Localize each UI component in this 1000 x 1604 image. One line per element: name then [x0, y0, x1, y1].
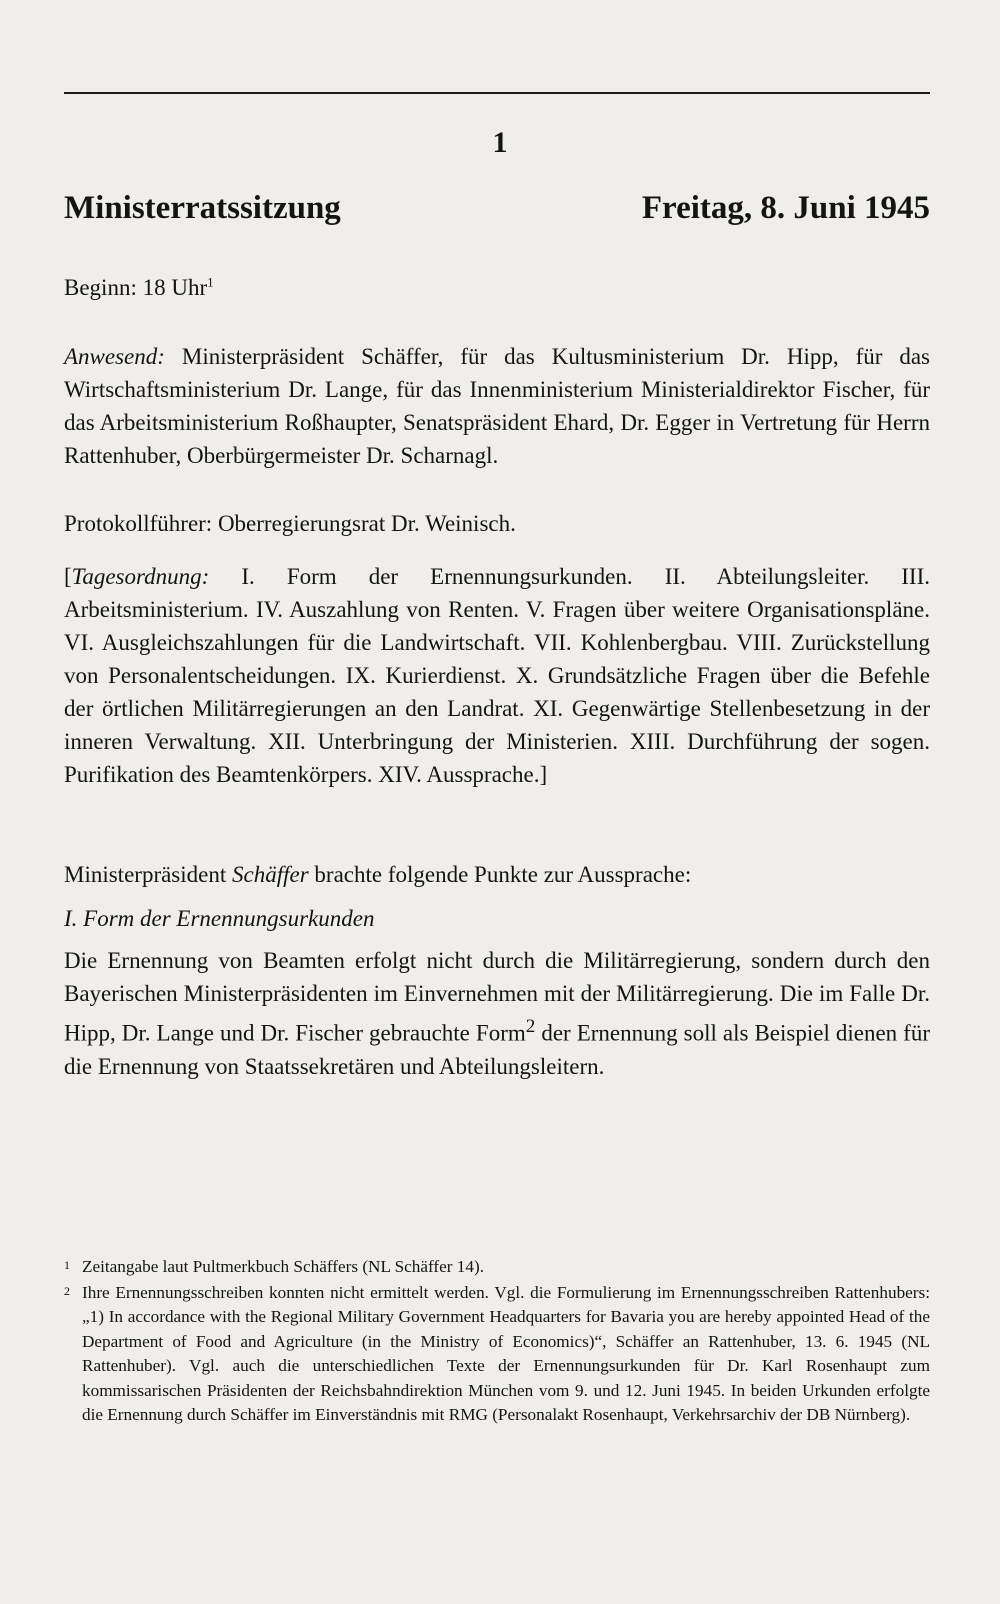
start-time [64, 275, 214, 301]
meeting-title: Ministerratssitzung [64, 190, 341, 226]
intro-after: brachte folgende Punkte zur Aussprache: [314, 862, 692, 887]
recorder-line: Protokollführer: Oberregierungsrat Dr. Weinisch. [64, 511, 516, 536]
intro-line [64, 858, 930, 891]
title-row [64, 190, 930, 227]
intro-before: Ministerpräsident [64, 862, 227, 887]
footnotes [64, 1255, 930, 1429]
attendees-text: Ministerpräsident Schäffer, für das Kultusministerium Dr. Hipp, für das Wirtschaftsministerium Dr. Lange, für das Innenministerium Ministerialdirektor Fischer, für das Arbeitsministerium Roßhaupter, Senatspräsident Ehard, Dr. Egger in Vertretung für Herrn Rattenhuber, Oberbürgermeister Dr. Scharnagl. [64, 344, 930, 468]
start-time-text: Beginn: 18 Uhr [64, 275, 208, 300]
header-rule [64, 92, 930, 94]
meeting-date: Freitag, 8. Juni 1945 [641, 190, 930, 226]
footnote-text: Zeitangabe laut Pultmerkbuch Schäffers (NL Schäffer 14). [82, 1257, 485, 1276]
section-heading: I. Form der Ernennungsurkunden [64, 906, 375, 931]
attendees-paragraph [64, 340, 930, 472]
agenda-paragraph [64, 560, 930, 791]
footnote-number: 2 [64, 1283, 70, 1298]
attendees-label: Anwesend: [64, 344, 165, 369]
agenda-label: Tagesordnung: [71, 564, 210, 589]
section-text-a: Die Ernennung von Beamten erfolgt nicht durch die Militärregierung, sondern durch den Bayerischen Ministerpräsidenten im Einvernehmen mit der Militärregierung. Die im Falle Dr. Hipp, Dr. Lange und Dr. Fischer gebrauchte Form [64, 948, 930, 1046]
intro-name: Schäffer [232, 862, 309, 887]
section-paragraph [64, 944, 930, 1083]
footnote-ref-2: 2 [525, 1016, 536, 1037]
footnote [64, 1255, 930, 1280]
footnote-number: 1 [64, 1258, 70, 1272]
document-number: 1 [492, 126, 508, 159]
footnote-ref-1: 1 [207, 274, 214, 290]
footnote-text: Ihre Ernennungsschreiben konnten nicht ermittelt werden. Vgl. die Formulierung im Ernennungsschreiben Rattenhubers: „1) In accordance with the Regional Military Government Headquarters for Bavaria you are hereby appointed Head of the Department of Food and Agriculture (in the Ministry of Economics)“, Schäffer an Rattenhuber, 13. 6. 1945 (NL Rattenhuber). Vgl. auch die unterschiedlichen Texte der Ernennungsurkunden für Dr. Karl Rosenhaupt zum kommissarischen Präsidenten der Reichsbahndirektion München vom 9. und 12. Juni 1945. In beiden Urkunden erfolgte die Ernennung durch Schäffer im Einverständnis mit RMG (Personalakt Rosenhaupt, Verkehrsarchiv der DB Nürnberg). [82, 1282, 930, 1424]
agenda-bracket: [ [64, 564, 72, 589]
agenda-text: I. Form der Ernennungsurkunden. II. Abteilungsleiter. III. Arbeitsministerium. IV. Auszahlung von Renten. V. Fragen über weitere Organisationspläne. VI. Ausgleichszahlungen für die Landwirtschaft. VII. Kohlenbergbau. VIII. Zurückstellung von Personalentscheidungen. IX. Kurierdienst. X. Grundsätzliche Fragen über die Befehle der örtlichen Militärregierungen an den Landrat. XI. Gegenwärtige Stellenbesetzung in der inneren Verwaltung. XII. Unterbringung der Ministerien. XIII. Durchführung der sogen. Purifikation des Beamtenkörpers. XIV. Aussprache.] [64, 564, 931, 787]
section-text-b: der Ernennung soll als Beispiel dienen für die Ernennung von Staatssekretären und Abteilungsleitern. [64, 1020, 930, 1079]
footnote [64, 1281, 930, 1428]
